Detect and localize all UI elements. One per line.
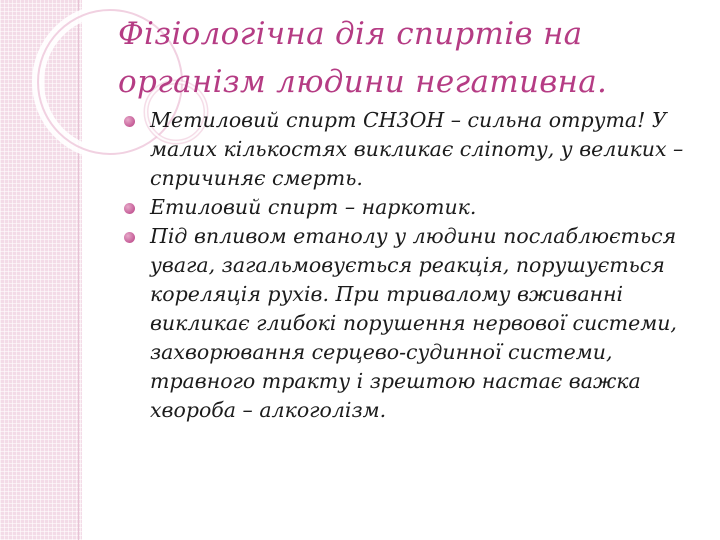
bullet-dot-icon xyxy=(124,232,135,243)
bullet-list xyxy=(124,106,714,425)
slide-title xyxy=(118,10,708,106)
bullet-text: Під впливом етанолу у людини послаблюється увага, загальмовується реакція, порушується кореляція рухів. При тривалому вживанні викликає глибокі порушення нервової системи, захворювання серцево-судинної системи, травного тракту і зрештою настає важка хвороба – алкоголізм. xyxy=(150,224,677,422)
title-line-1: Фізіологічна дія спиртів на xyxy=(118,16,583,52)
bullet-item xyxy=(124,106,714,193)
bullet-item xyxy=(124,222,714,425)
bullet-text: Метиловий спирт СН3ОН – сильна отрута! У малих кількостях викликає сліпоту, у великих – спричиняє смерть. xyxy=(150,108,684,190)
bullet-dot-icon xyxy=(124,203,135,214)
bullet-item xyxy=(124,193,714,222)
bullet-text: Етиловий спирт – наркотик. xyxy=(150,195,477,219)
title-line-2: організм людини негативна. xyxy=(118,64,608,100)
bullet-dot-icon xyxy=(124,116,135,127)
